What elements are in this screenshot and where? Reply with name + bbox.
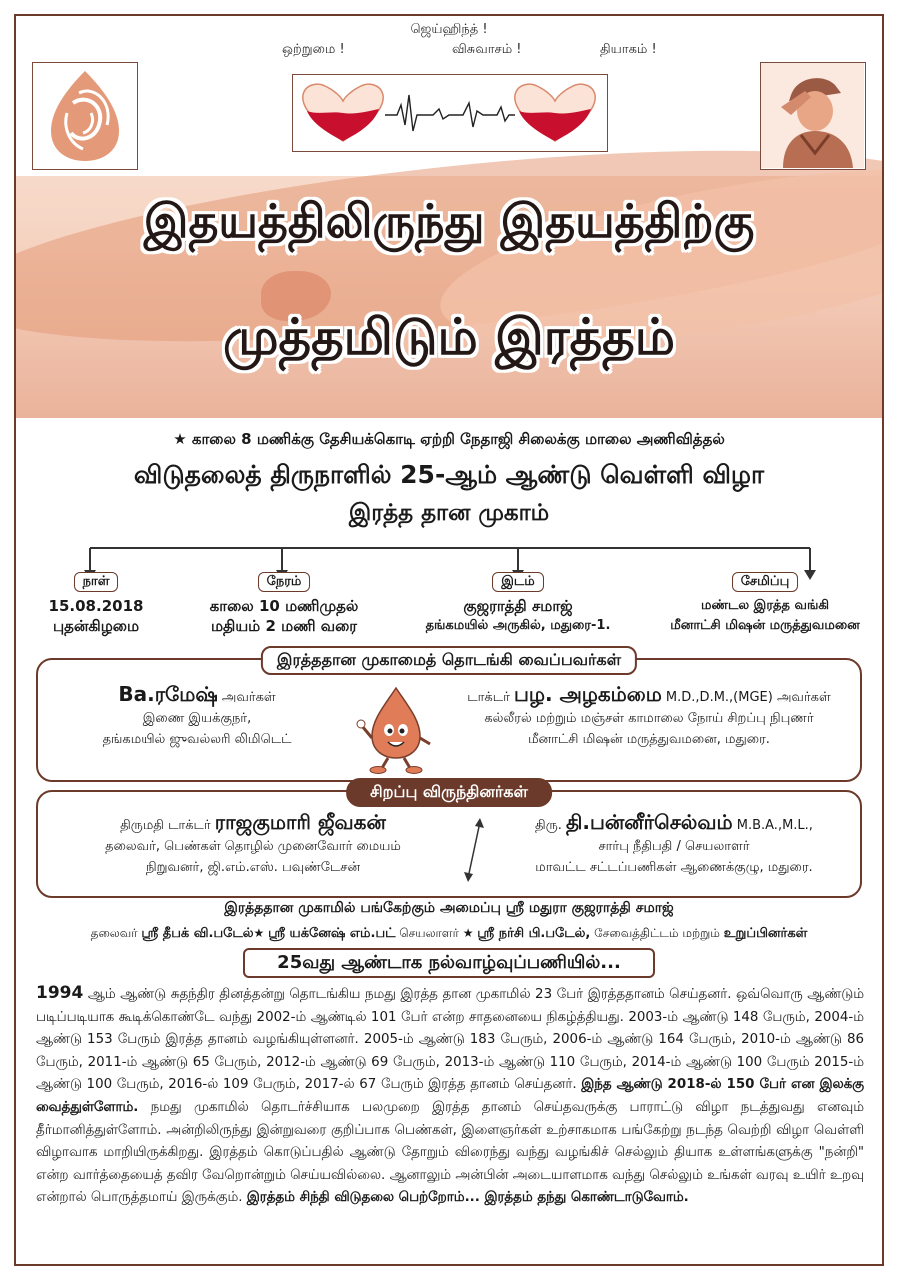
organizer-line: இரத்ததான முகாமில் பங்கேற்கும் அமைப்பு ஸ்ரீ மதுரா குஜராத்தி சமாஜ் xyxy=(224,900,674,916)
org-service: ஸ்ரீ நர்சி பி.படேல், xyxy=(477,926,591,941)
motto-loyalty: விசுவாசம் ! xyxy=(452,42,522,57)
date-value: 15.08.2018 xyxy=(48,597,144,615)
organization-logo xyxy=(32,62,138,170)
hospital-name: மீனாட்சி மிஷன் மருத்துவமனை xyxy=(670,618,860,633)
person-org: மாவட்ட சட்டப்பணிகள் ஆணைக்குழு, மதுரை. xyxy=(535,860,813,875)
guests-title: சிறப்பு விருந்தினர்கள் xyxy=(346,778,552,807)
flag-hoisting-note: ★ காலை 8 மணிக்கு தேசியக்கொடி ஏற்றி நேதாஜி சிலைக்கு மாலை அணிவித்தல் xyxy=(173,430,725,448)
detail-date xyxy=(26,570,166,636)
person-name: ராஜகுமாரி ஜீவகன் xyxy=(214,810,386,834)
motto-jaihind: ஜெய்ஹிந்த் ! xyxy=(410,22,488,37)
motto-sacrifice: தியாகம் ! xyxy=(600,42,657,57)
blood-drop-mascot-icon xyxy=(356,684,436,774)
detail-label: இடம் xyxy=(492,572,543,592)
double-arrow-icon xyxy=(462,816,486,884)
paragraph-text: ஆம் ஆண்டு சுதந்திர தினத்தன்று தொடங்கிய நமது இரத்த தான முகாமில் 23 பேர் இரத்ததானம் செய்தனர். ஒவ்வொரு ஆண்டும் படிப்படியாக கூடிக்கொண்டே வந்து 2002-ம் ஆண்டில் 101 பேர் என்ற சாதனையை நிகழ்த்தியது. 2003-ம் ஆண்டு 148 பேரும், 2004-ம் ஆண்டு 153 பேரும் இரத்த தானம் வழங்கியுள்ளனர். 2005-ம் ஆண்டு 183 பேரும், 2006-ம் ஆண்டு 164 பேரும், 2010-ம் ஆண்டு 86 பேரும், 2011-ம் ஆண்டு 65 பேரும், 2012-ம் ஆண்டு 69 பேரும், 2013-ம் ஆண்டு 110 பேரும், 2014-ம் ஆண்டு 100 பேரும் 2015-ம் ஆண்டு 100 பேரும், 2016-ல் 109 பேரும், 2017-ல் 67 பேரும் இரத்த தானம் செய்தனர். xyxy=(36,987,864,1093)
history-paragraph xyxy=(36,982,864,1210)
person-qualification: M.B.A.,M.L., xyxy=(732,818,813,833)
time-end: மதியம் 2 மணி வரை xyxy=(210,617,358,635)
motto-unity: ஒற்றுமை ! xyxy=(282,42,345,57)
guest-right xyxy=(490,812,858,878)
detail-storage xyxy=(652,570,878,636)
main-title-line1: இதயத்திலிருந்து இதயத்திற்கு xyxy=(143,194,755,248)
hearts-ecg-graphic xyxy=(292,74,608,152)
org-secretary: ஸ்ரீ யக்னேஷ் எம்.பட் xyxy=(268,926,396,941)
person-role: கல்லீரல் மற்றும் மஞ்சள் காமாலை நோய் சிறப்பு நிபுணர் xyxy=(484,711,814,726)
leader-portrait xyxy=(760,62,866,170)
person-title: திருமதி டாக்டர் xyxy=(120,818,215,833)
org-president: ஸ்ரீ தீபக் வி.படேல் xyxy=(141,926,254,941)
person-name: பழ. அழகம்மை xyxy=(514,682,662,706)
person-title: திரு. xyxy=(535,818,567,833)
guest-left xyxy=(48,812,458,878)
heart-pulse-icon xyxy=(293,75,606,150)
silver-jubilee-heading: விடுதலைத் திருநாளில் 25-ஆம் ஆண்டு வெள்ளி விழா xyxy=(133,460,765,489)
detail-time xyxy=(186,570,382,636)
detail-venue xyxy=(406,570,630,636)
venue-address: தங்கமயில் அருகில், மதுரை-1. xyxy=(425,618,611,633)
guests-box xyxy=(36,782,862,898)
person-qualification: M.D.,D.M.,(MGE) அவர்கள் xyxy=(661,690,831,705)
main-title-line2: முத்தமிடும் இரத்தம் xyxy=(223,308,675,366)
inaugurators-title: இரத்ததான முகாமைத் தொடங்கி வைப்பவர்கள் xyxy=(261,646,637,675)
person-name: தி.பன்னீர்செல்வம் xyxy=(566,810,733,834)
person-title: டாக்டர் xyxy=(467,690,515,705)
drop-logo-icon xyxy=(33,63,136,168)
blood-camp-heading: இரத்த தான முகாம் xyxy=(348,500,550,526)
person-role: சார்பு நீதிபதி / செயலாளர் xyxy=(598,839,750,854)
detail-label: சேமிப்பு xyxy=(732,572,799,592)
person-role: தலைவர், பெண்கள் தொழில் முனைவோர் மையம் xyxy=(105,839,401,854)
blood-bank: மண்டல இரத்த வங்கி xyxy=(701,598,829,613)
paragraph-text: நமது முகாமில் தொடர்ச்சியாக பலமுறை இரத்த தானம் செய்தவருக்கு பாராட்டு விழா நடத்துவது எனவும் தீர்மானித்துள்ளோம். அன்றிலிருந்து இன்றுவரை குறிப்பாக பெண்கள், இளைஞர்கள் உற்சாகமாக பங்கேற்று நடந்த வெற்றி விழா வெள்ளி விழாவாக மாறியிருக்கிறது. இரத்தம் கொடுப்பதில் ஆண்டு தோறும் விரைந்து வந்து வழங்கிச் செல்லும் தியாக உள்ளங்களுக்கு "நன்றி" என்ற வார்த்தையைத் தவிர வேறொன்றும் செய்யவில்லை. ஆனாலும் அன்பின் அடையாளமாக வந்து செல்லும் உங்கள் வரவு உயிர் உறவு என்றால் பொருத்தமாய் இருக்கும். xyxy=(36,1099,864,1206)
organizer-members xyxy=(16,926,882,942)
inaugurator-right xyxy=(442,684,856,750)
org-text: செயலாளர் ★ xyxy=(395,926,478,940)
target-statement: இந்த ஆண்டு 2018-ல் 150 பேர் என இலக்கு வைத்துள்ளோம். xyxy=(36,1077,864,1115)
person-org: நிறுவனர், ஜி.எம்.எஸ். பவுண்டேசன் xyxy=(145,860,361,875)
inaugurator-left xyxy=(52,684,342,750)
person-org: தங்கமயில் ஜுவல்லரி லிமிடெட் xyxy=(102,732,292,747)
org-members: உறுப்பினர்கள் xyxy=(723,926,808,941)
time-start: காலை 10 மணிமுதல் xyxy=(209,597,359,615)
day-value: புதன்கிழமை xyxy=(52,617,140,635)
org-text: ★ xyxy=(253,926,269,940)
poster xyxy=(14,14,884,1266)
closing-slogan: இரத்தம் சிந்தி விடுதலை பெற்றோம்... இரத்தம் தந்து கொண்டாடுவோம். xyxy=(246,1190,689,1206)
saluting-soldier-icon xyxy=(761,63,864,168)
years-heading: 25வது ஆண்டாக நல்வாழ்வுப்பணியில்... xyxy=(243,948,655,978)
person-name: Ba.ரமேஷ் xyxy=(118,682,218,706)
start-year: 1994 xyxy=(36,983,84,1003)
detail-label: நாள் xyxy=(74,572,119,592)
person-role: இணை இயக்குநர், xyxy=(142,711,252,726)
org-text: சேவைத்திட்டம் மற்றும் xyxy=(590,926,724,940)
org-text: தலைவர் xyxy=(90,926,142,940)
venue-name: குஜராத்தி சமாஜ் xyxy=(463,597,573,615)
detail-label: நேரம் xyxy=(258,572,311,592)
person-honorific: அவர்கள் xyxy=(217,690,276,705)
inaugurators-box xyxy=(36,650,862,782)
header-banner xyxy=(16,16,882,418)
person-org: மீனாட்சி மிஷன் மருத்துவமனை, மதுரை. xyxy=(528,732,770,747)
